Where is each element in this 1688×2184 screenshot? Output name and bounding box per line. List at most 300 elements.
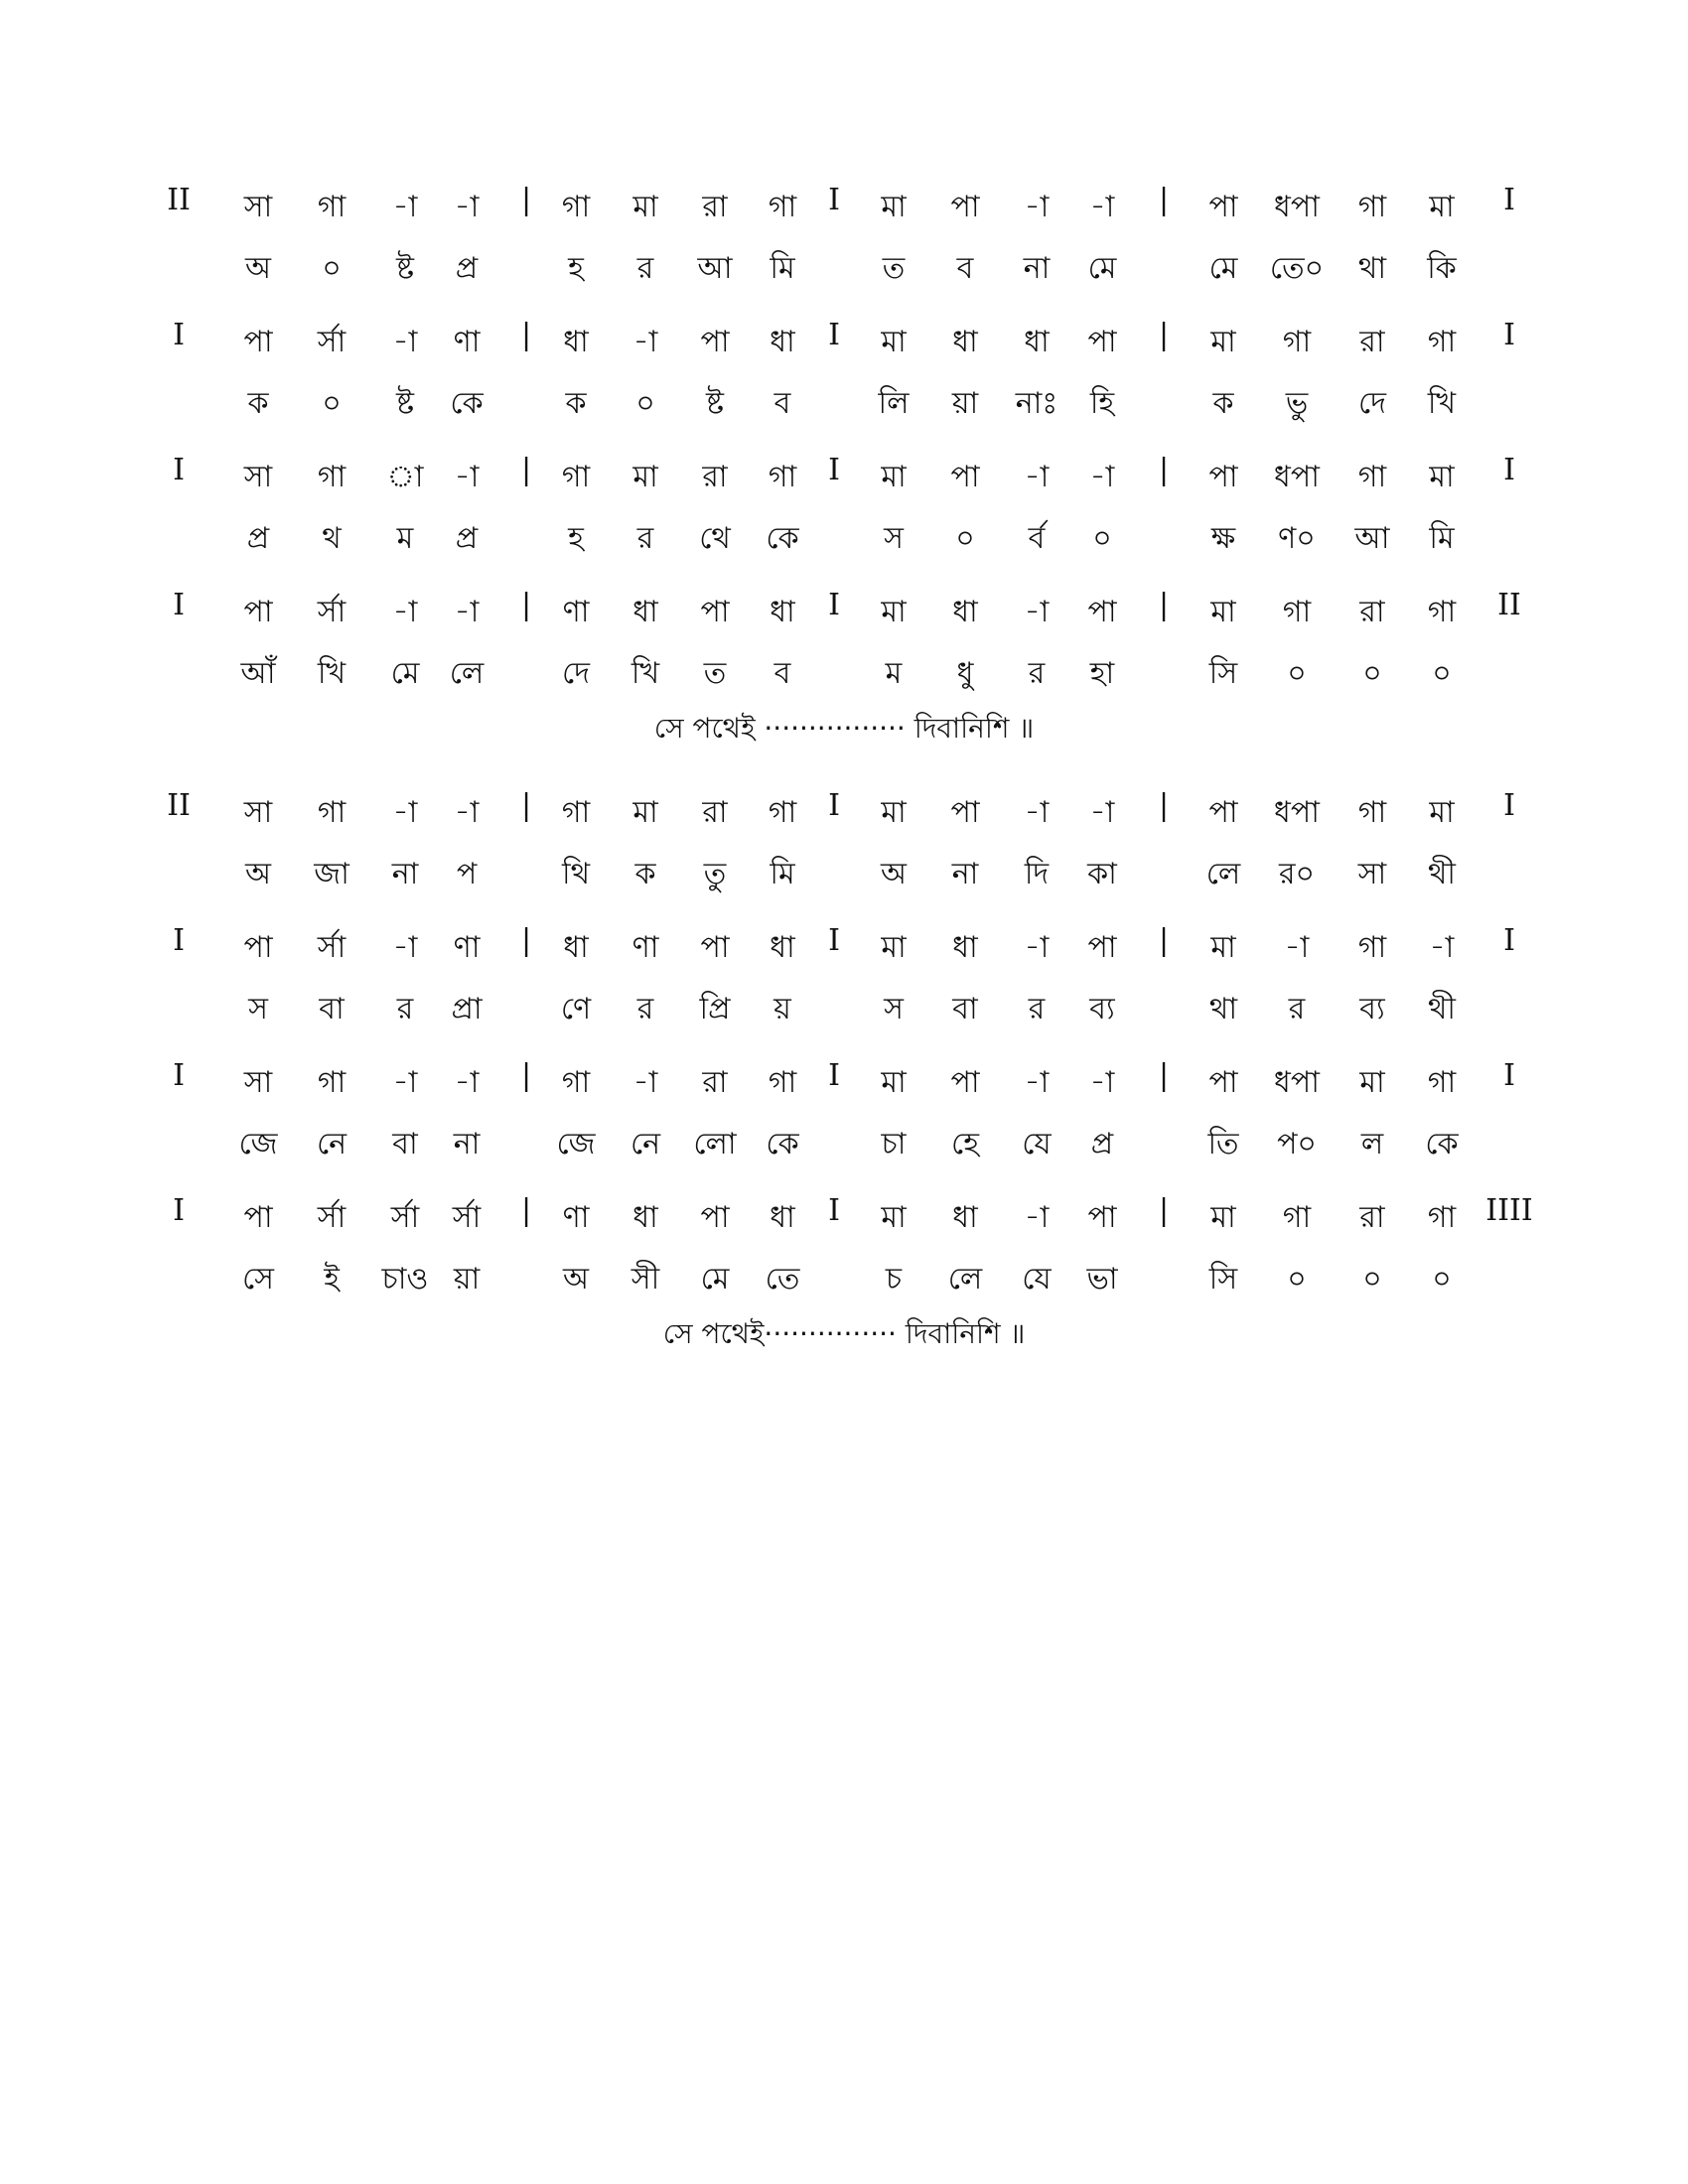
lyric-syllable: সে [242,1262,274,1297]
lyric-syllable: বা [319,992,345,1026]
swara-note: ণা [562,1200,590,1235]
swara-note: রা [702,795,728,830]
lyric-syllable: সি [1208,1262,1238,1297]
swara-note: ধা [770,930,795,965]
swara-note: পা [950,795,980,830]
bar-line: | [1158,1058,1170,1093]
bar-line: | [520,453,532,487]
swara-note: -া [1024,930,1050,965]
lyric-syllable: হ [568,251,584,286]
swara-note: রা [702,1065,728,1100]
swara-note: পা [950,1065,980,1100]
lyric-syllable: ধু [956,656,974,691]
lyric-syllable: প্র [455,521,479,556]
lyric-syllable: ০ [955,521,975,556]
lyric-syllable: ০ [1362,656,1382,691]
lyric-row [159,1241,1529,1302]
swara-note: রা [1359,595,1385,629]
swara-row [159,1179,1533,1241]
swara-note: র্সা [317,325,347,359]
lyric-syllable: না [453,1127,481,1161]
lyric-syllable: ণ০ [1278,521,1316,556]
swara-note: গা [317,190,347,224]
bar-line: I [1503,923,1515,958]
swara-note: মা [1210,930,1236,965]
lyric-syllable: কা [1087,857,1117,891]
lyric-syllable: তি [1207,1127,1239,1161]
lyric-syllable: হ [568,521,584,556]
lyric-syllable: ক [634,857,656,891]
lyric-syllable: কে [766,521,799,556]
swara-note: পা [700,325,730,359]
bar-line: I [828,1058,840,1093]
lyric-syllable: দে [1358,386,1386,421]
lyric-syllable: ব্য [1359,992,1385,1026]
bar-line: | [520,1058,532,1093]
swara-note: পা [1208,795,1238,830]
swara-note: ধা [770,1200,795,1235]
swara-note: মা [881,460,907,494]
swara-note: -া [1284,930,1310,965]
swara-note: -া [392,1065,418,1100]
lyric-syllable: না [391,857,419,891]
bar-line: I [828,183,840,217]
lyric-syllable: কে [766,1127,799,1161]
swara-note: গা [561,1065,591,1100]
lyric-syllable: আ [697,251,733,286]
swara-note: পা [700,930,730,965]
swara-note: র্সা [317,930,347,965]
swara-note: -া [1024,595,1050,629]
lyric-syllable: খি [1427,386,1457,421]
lyric-syllable: স [884,992,904,1026]
swara-note: গা [1357,460,1387,494]
swara-note: পা [700,595,730,629]
lyric-syllable: ষ্ট [396,251,414,286]
swara-note: পা [1208,1065,1238,1100]
lyric-syllable: র [636,992,654,1026]
lyric-syllable: দি [1024,857,1050,891]
swara-note: গা [317,795,347,830]
lyric-syllable: মি [770,251,795,286]
swara-note: গা [1282,325,1312,359]
bar-line: I [173,1058,185,1093]
lyric-syllable: প্রা [451,992,483,1026]
swara-row [159,439,1529,500]
swara-note: -া [454,460,480,494]
swara-note: গা [1357,930,1387,965]
lyric-syllable: যে [1022,1262,1052,1297]
lyric-syllable: মে [1208,251,1238,286]
swara-note: ণা [562,595,590,629]
swara-note: গা [768,795,797,830]
lyric-syllable: না [1023,251,1051,286]
swara-note: র্সা [452,1200,482,1235]
lyric-syllable: ০ [1092,521,1112,556]
lyric-syllable: প [456,857,478,891]
swara-note: মা [1359,1065,1385,1100]
refrain-line-2: সে পথেই··············· দিবানিশি ॥ [662,1317,1026,1350]
bar-line: I [173,318,185,352]
swara-note: পা [1208,190,1238,224]
lyric-syllable: অ [881,857,907,891]
swara-note: পা [1087,1200,1117,1235]
bar-line: II [167,183,191,217]
bar-line: | [520,318,532,352]
swara-note: ধপা [1274,1065,1320,1100]
swara-note: ধা [952,595,978,629]
bar-line: I [173,1193,185,1228]
lyric-row [159,1106,1529,1167]
swara-note: ধপা [1274,190,1320,224]
lyric-syllable: ০ [1432,656,1452,691]
swara-note: সা [243,190,273,224]
bar-line: IIII [1485,1193,1533,1228]
swara-note: -া [454,795,480,830]
lyric-syllable: কে [1425,1127,1459,1161]
lyric-syllable: ব [774,656,791,691]
bar-line: I [828,588,840,622]
swara-note: ধা [563,325,589,359]
bar-line: | [520,1193,532,1228]
lyric-syllable: খি [317,656,347,691]
lyric-syllable: চা [881,1127,907,1161]
lyric-syllable: অ [245,251,271,286]
notation-system-2 [159,304,1529,427]
bar-line: | [1158,318,1170,352]
swara-note: মা [1210,1200,1236,1235]
swara-note: মা [633,460,658,494]
bar-line: I [828,453,840,487]
swara-note: -া [392,190,418,224]
lyric-syllable: ভু [1285,386,1309,421]
lyric-syllable: আ [1354,521,1390,556]
lyric-syllable: কি [1427,251,1457,286]
lyric-syllable: য় [774,992,791,1026]
swara-note: গা [1427,1200,1457,1235]
lyric-syllable: তু [703,857,727,891]
swara-note: -া [454,1065,480,1100]
lyric-syllable: ক [247,386,269,421]
notation-system-3 [159,439,1529,562]
swara-note: পা [950,190,980,224]
bar-line: I [1503,788,1515,823]
lyric-syllable: প০ [1277,1127,1317,1161]
swara-note: মা [881,1200,907,1235]
lyric-syllable: ত [703,656,727,691]
swara-note: -া [633,325,658,359]
lyric-row [159,971,1529,1032]
notation-system-5 [159,774,1529,897]
lyric-syllable: স [248,992,268,1026]
lyric-syllable: ০ [635,386,655,421]
lyric-syllable: তে [765,1262,800,1297]
lyric-syllable: নে [630,1127,661,1161]
lyric-syllable: য়া [453,1262,481,1297]
swara-note: মা [881,325,907,359]
bar-line: I [828,788,840,823]
lyric-syllable: ব [956,251,974,286]
notation-system-7 [159,1044,1529,1167]
lyric-syllable: লে [947,1262,983,1297]
lyric-syllable: ০ [1287,656,1307,691]
swara-note: গা [768,1065,797,1100]
swara-row [159,1044,1529,1106]
swara-note: ধা [563,930,589,965]
bar-line: II [1497,588,1521,622]
bar-line: I [1503,453,1515,487]
bar-line: I [828,1193,840,1228]
lyric-syllable: মে [1087,251,1117,286]
swara-note: ধা [770,595,795,629]
lyric-syllable: নে [316,1127,348,1161]
lyric-row [159,836,1529,897]
swara-note: পা [700,1200,730,1235]
lyric-row [159,500,1529,562]
lyric-syllable: দে [562,656,590,691]
swara-note: -া [1024,190,1050,224]
swara-note: -া [454,190,480,224]
swara-note: মা [881,795,907,830]
swara-note: সা [243,1065,273,1100]
swara-note: ধপা [1274,795,1320,830]
swara-note: গা [1427,1065,1457,1100]
swara-note: ধা [952,1200,978,1235]
lyric-syllable: অ [245,857,271,891]
lyric-syllable: কে [450,386,484,421]
swara-note: মা [881,595,907,629]
lyric-row [159,365,1529,427]
bar-line: | [520,923,532,958]
lyric-syllable: সি [1208,656,1238,691]
bar-line: I [1503,1058,1515,1093]
lyric-syllable: ক [1212,386,1234,421]
swara-note: -া [392,930,418,965]
lyric-syllable: ল [1360,1127,1384,1161]
lyric-syllable: র [1028,992,1046,1026]
swara-note: সা [243,460,273,494]
lyric-syllable: ভা [1086,1262,1118,1297]
swara-note: র্সা [317,595,347,629]
swara-note: গা [1282,1200,1312,1235]
swara-note: পা [1087,595,1117,629]
lyric-syllable: মি [770,857,795,891]
lyric-row [159,635,1529,697]
bar-line: | [1158,183,1170,217]
swara-note: -া [1024,795,1050,830]
swara-note: মা [633,190,658,224]
lyric-syllable: র [636,521,654,556]
bar-line: I [173,453,185,487]
swara-note: গা [1427,325,1457,359]
lyric-syllable: হি [1089,386,1115,421]
lyric-syllable: ম [885,656,903,691]
swara-note: পা [950,460,980,494]
notation-system-6 [159,909,1529,1032]
lyric-syllable: থা [1357,251,1387,286]
lyric-syllable: ব্য [1089,992,1115,1026]
swara-note: পা [243,1200,273,1235]
lyric-syllable: চ [885,1262,903,1297]
lyric-syllable: থে [699,521,731,556]
swara-note: গা [1357,190,1387,224]
swara-note: র্সা [317,1200,347,1235]
lyric-syllable: মি [1429,521,1455,556]
swara-note: গা [561,795,591,830]
bar-line: I [1503,318,1515,352]
bar-line: I [1503,183,1515,217]
lyric-syllable: য়া [951,386,979,421]
swara-note: পা [243,595,273,629]
swara-note: -া [454,595,480,629]
lyric-syllable: থী [1427,857,1457,891]
lyric-syllable: ম [396,521,414,556]
lyric-syllable: র [636,251,654,286]
lyric-syllable: বা [952,992,978,1026]
lyric-syllable: ক্ষ [1210,521,1236,556]
bar-line: | [1158,588,1170,622]
lyric-syllable: মে [390,656,420,691]
lyric-syllable: ত [882,251,906,286]
lyric-syllable: ব [774,386,791,421]
lyric-syllable: ০ [1362,1262,1382,1297]
bar-line: II [167,788,191,823]
swara-note: গা [317,1065,347,1100]
bar-line: | [1158,453,1170,487]
swara-note: -া [1024,460,1050,494]
lyric-syllable: র [396,992,414,1026]
bar-line: | [520,588,532,622]
lyric-syllable: অ [563,1262,589,1297]
swara-note: মা [1429,795,1455,830]
swara-note: মা [1429,460,1455,494]
swara-note: ধা [1024,325,1050,359]
swara-note: -া [392,795,418,830]
swara-note: মা [1429,190,1455,224]
lyric-syllable: ণে [560,992,592,1026]
swara-note: পা [243,930,273,965]
bar-line: I [828,923,840,958]
swara-note: -া [1429,930,1455,965]
swara-note: মা [881,190,907,224]
swara-note: ধা [770,325,795,359]
lyric-syllable: সী [631,1262,660,1297]
swara-row [159,774,1529,836]
swara-note: মা [881,930,907,965]
swara-row [159,304,1529,365]
swara-row [159,909,1529,971]
swara-note: রা [702,190,728,224]
swara-note: গা [1357,795,1387,830]
lyric-syllable: র [1028,656,1046,691]
lyric-syllable: লে [449,656,485,691]
lyric-syllable: যে [1022,1127,1052,1161]
notation-system-4 [159,574,1529,697]
swara-note: পা [1087,325,1117,359]
lyric-syllable: আঁ [240,656,276,691]
lyric-syllable: জে [238,1127,278,1161]
notation-system-1 [159,169,1529,292]
lyric-syllable: র্ব [1028,521,1046,556]
swara-note: ণা [632,930,659,965]
swara-note: গা [768,460,797,494]
lyric-syllable: প্র [455,251,479,286]
swara-row [159,169,1529,230]
lyric-syllable: ষ্ট [706,386,724,421]
lyric-syllable: ষ্ট [396,386,414,421]
swara-note: ধা [633,1200,658,1235]
lyric-syllable: র [1288,992,1306,1026]
swara-note: ধা [633,595,658,629]
bar-line: | [1158,923,1170,958]
swara-note: া [386,460,424,494]
lyric-syllable: জে [556,1127,596,1161]
lyric-syllable: মে [700,1262,730,1297]
lyric-syllable: জা [314,857,350,891]
lyric-syllable: ০ [1287,1262,1307,1297]
swara-note: রা [702,460,728,494]
lyric-syllable: ক [565,386,587,421]
swara-note: -া [1089,1065,1115,1100]
lyric-syllable: হা [1089,656,1115,691]
bar-line: | [1158,1193,1170,1228]
lyric-syllable: লে [1205,857,1241,891]
bar-line: | [520,788,532,823]
lyric-syllable: থি [561,857,591,891]
swara-note: গা [1427,595,1457,629]
swara-note: ণা [453,325,481,359]
lyric-syllable: ই [324,1262,340,1297]
lyric-syllable: প্র [1090,1127,1114,1161]
bar-line: I [828,318,840,352]
swara-note: পা [243,325,273,359]
lyric-syllable: থী [1427,992,1457,1026]
swara-note: -া [1089,460,1115,494]
swara-note: সা [243,795,273,830]
lyric-syllable: সা [1357,857,1387,891]
lyric-syllable: নাঃ [1015,386,1058,421]
lyric-syllable: ০ [322,251,342,286]
swara-note: পা [1087,930,1117,965]
swara-note: রা [1359,325,1385,359]
bar-line: I [173,923,185,958]
swara-note: ধপা [1274,460,1320,494]
lyric-syllable: বা [392,1127,418,1161]
bar-line: I [173,588,185,622]
notation-system-8 [159,1179,1533,1302]
swara-note: -া [392,595,418,629]
swara-note: ণা [453,930,481,965]
lyric-syllable: লো [693,1127,737,1161]
lyric-syllable: স [884,521,904,556]
lyric-syllable: থ [322,521,342,556]
lyric-syllable: হে [951,1127,979,1161]
swara-note: গা [561,190,591,224]
lyric-syllable: না [951,857,979,891]
bar-line: | [520,183,532,217]
swara-note: পা [1208,460,1238,494]
bar-line: | [1158,788,1170,823]
lyric-syllable: প্রি [699,992,731,1026]
refrain-line-1: সে পথেই ················ দিবানিশি ॥ [653,712,1035,745]
swara-note: ধা [952,930,978,965]
swara-note: মা [633,795,658,830]
lyric-syllable: ০ [1432,1262,1452,1297]
lyric-syllable: প্র [246,521,270,556]
swara-note: রা [1359,1200,1385,1235]
swara-note: -া [1024,1065,1050,1100]
lyric-syllable: র০ [1278,857,1316,891]
